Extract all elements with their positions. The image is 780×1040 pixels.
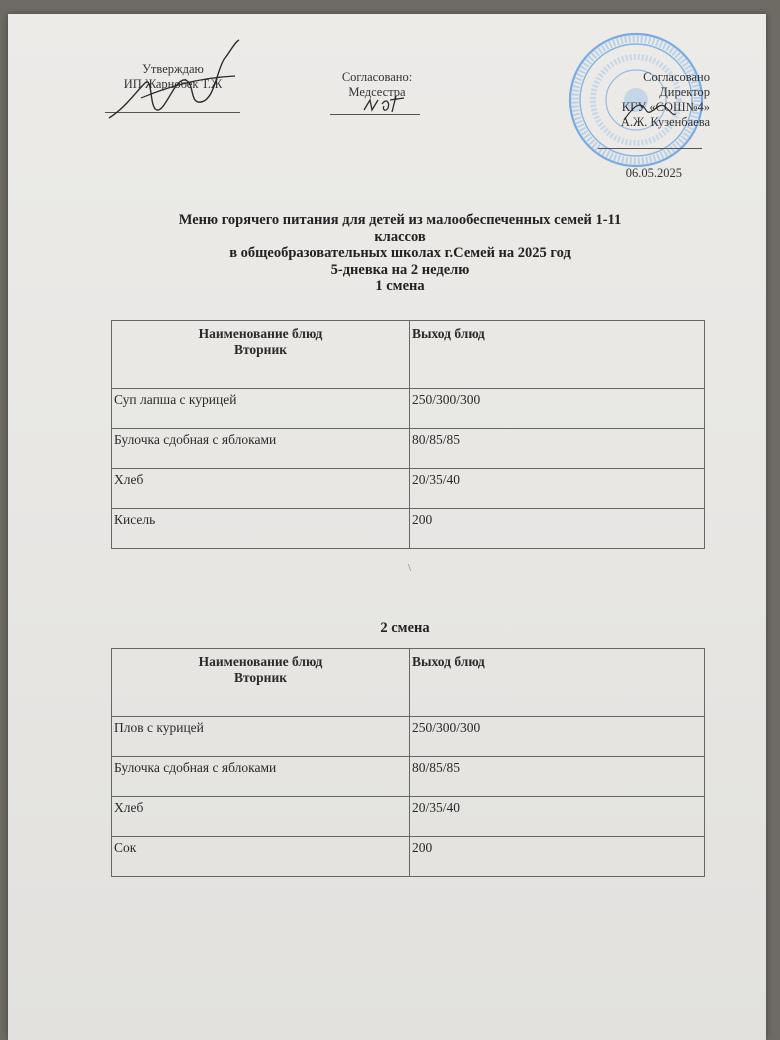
title-line-3: в общеобразовательных школах г.Семей на 2025 год (229, 245, 571, 261)
director-signature (620, 96, 680, 126)
stray-mark: \ (408, 562, 412, 574)
school-name: КГУ «СОШ№4» (621, 100, 710, 114)
shift-1-menu-table (111, 320, 705, 549)
table-row (112, 837, 705, 877)
dish-name-header (112, 649, 410, 717)
weekday-header-text: Вторник (233, 342, 288, 357)
document-date: 06.05.2025 (625, 166, 682, 180)
table-row (112, 757, 705, 797)
table-row (112, 717, 705, 757)
document-title (120, 212, 680, 295)
title-line-4: 5-дневка на 2 неделю (330, 261, 470, 278)
table-row (112, 797, 705, 837)
yield-cell: 250/300/300 (410, 389, 705, 429)
approval-label: Утверждаю (142, 62, 204, 76)
nurse-signature (360, 92, 420, 118)
dish-cell: Хлеб (112, 797, 410, 837)
director-agreed-label: Согласовано (643, 70, 710, 84)
nurse-title: Медсестра (348, 85, 406, 99)
weekday-header-text: Вторник (233, 670, 288, 685)
shift-2-label: 2 смена (380, 620, 430, 636)
table-row (112, 389, 705, 429)
yield-header: Выход блюд (410, 649, 705, 717)
yield-cell: 20/35/40 (410, 797, 705, 837)
director-title: Директор (659, 85, 710, 99)
dish-cell: Плов с курицей (112, 717, 410, 757)
director-name: А.Ж. Кузенбаева (620, 115, 710, 129)
dish-cell: Кисель (112, 509, 410, 549)
dish-name-header-text: Наименование блюд (198, 654, 323, 669)
title-line-2: классов (374, 228, 426, 245)
yield-cell: 250/300/300 (410, 717, 705, 757)
yield-cell: 20/35/40 (410, 469, 705, 509)
yield-header: Выход блюд (410, 321, 705, 389)
yield-cell: 80/85/85 (410, 429, 705, 469)
dish-name-header-text: Наименование блюд (198, 326, 323, 341)
table-header-row (112, 649, 705, 717)
dish-name-header (112, 321, 410, 389)
approval-signature (105, 38, 255, 128)
yield-cell: 200 (410, 509, 705, 549)
table-row (112, 509, 705, 549)
dish-cell: Суп лапша с курицей (112, 389, 410, 429)
director-signature-line (598, 148, 702, 149)
shift-2-menu-table (111, 648, 705, 877)
nurse-agreed-label: Согласовано: (341, 70, 413, 84)
shift-1-label: 1 смена (375, 278, 425, 294)
dish-cell: Булочка сдобная с яблоками (112, 429, 410, 469)
dish-cell: Сок (112, 837, 410, 877)
dish-cell: Хлеб (112, 469, 410, 509)
dish-cell: Булочка сдобная с яблоками (112, 757, 410, 797)
table-row (112, 469, 705, 509)
yield-cell: 80/85/85 (410, 757, 705, 797)
yield-cell: 200 (410, 837, 705, 877)
title-line-1: Меню горячего питания для детей из малообеспеченных семей 1-11 (178, 212, 622, 228)
approval-name: ИП Жарнобек Т.Ж (123, 77, 223, 91)
table-header-row (112, 321, 705, 389)
table-row (112, 429, 705, 469)
